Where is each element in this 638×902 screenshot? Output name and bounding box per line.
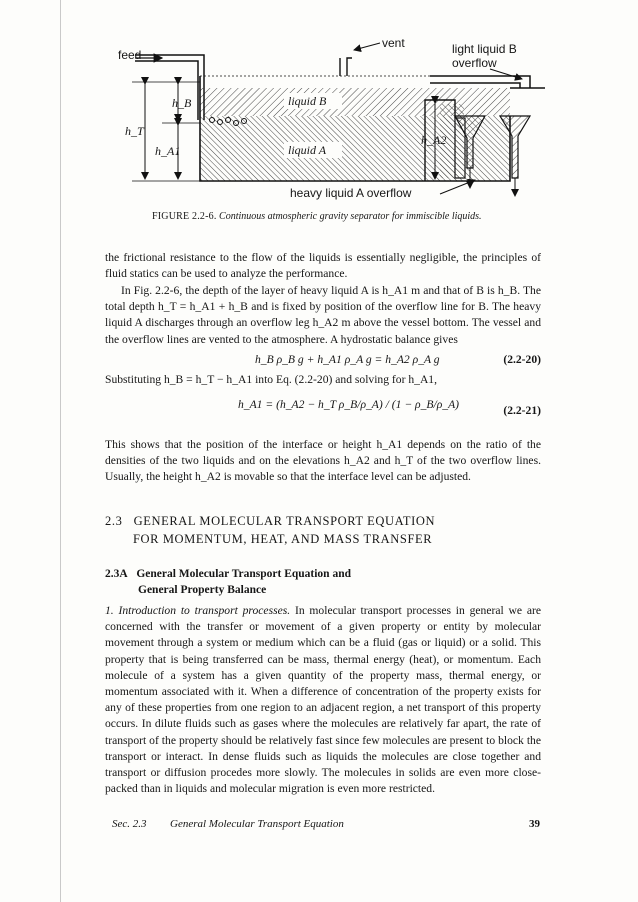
page-binding-edge	[60, 0, 61, 902]
subsection-number: 2.3A	[105, 568, 128, 580]
light-overflow-channel	[430, 76, 530, 88]
footer-title: General Molecular Transport Equation	[170, 818, 344, 830]
subsection-heading	[105, 566, 351, 598]
page-number: 39	[529, 818, 540, 830]
paragraph-1: the frictional resistance to the flow of the liquids is essentially negligible, the principles of fluid statics can be used to analyze the performance.	[105, 251, 541, 281]
figure-caption-text: Continuous atmospheric gravity separator for immiscible liquids.	[219, 211, 482, 222]
footer-section: Sec. 2.3	[112, 818, 147, 830]
heavy-overflow-label: heavy liquid A overflow	[290, 186, 412, 200]
equation-2-2-21: h_A1 = (h_A2 − h_T ρ_B/ρ_A) / (1 − ρ_B/ρ_A)	[238, 398, 460, 411]
vent-label: vent	[382, 36, 405, 50]
liquid-a-label: liquid A	[288, 143, 327, 157]
liquid-b-label: liquid B	[288, 94, 327, 108]
ha1-label: h_A1	[155, 144, 181, 158]
paragraph-2: In Fig. 2.2-6, the depth of the layer of heavy liquid A is h_A1 m and that of B is h_B. The total depth h_T = h_A1 + h_B and is fixed by position of the overflow line for B. The heavy liquid A discharges through an overflow leg h_A2 m above the vessel bottom. The vessel and the overflow lines are vented to the atmosphere. A hydrostatic balance gives	[105, 284, 541, 346]
figure-number: FIGURE 2.2-6.	[152, 211, 217, 222]
section-title-line-1: GENERAL MOLECULAR TRANSPORT EQUATION	[133, 514, 436, 528]
section-title-line-2: FOR MOMENTUM, HEAT, AND MASS TRANSFER	[133, 532, 433, 546]
figure-caption	[152, 211, 482, 222]
feed-label: feed	[118, 48, 142, 62]
between-text: Substituting h_B = h_T − h_A1 into Eq. (2.2-20) and solving for h_A1,	[105, 373, 438, 386]
paragraph-4-lead: 1. Introduction to transport processes.	[105, 604, 291, 617]
paragraph-3: This shows that the position of the interface or height h_A1 depends on the ratio of the densities of the two liquids and on the elevations h_A2 and h_T of the two overflow lines. Usually, the height h_A2 is movable so that the interface level can be adjusted.	[105, 438, 541, 484]
separator-figure	[100, 28, 560, 203]
light-overflow-label-2: overflow	[452, 56, 497, 70]
equation-number-2-2-20: (2.2-20)	[503, 353, 541, 366]
subsection-title-line-2: General Property Balance	[138, 584, 267, 596]
equation-2-2-20: h_B ρ_B g + h_A1 ρ_A g = h_A2 ρ_A g	[255, 353, 440, 366]
light-overflow-label-1: light liquid B	[452, 42, 517, 56]
subsection-title-line-1: General Molecular Transport Equation and	[136, 568, 351, 580]
section-number: 2.3	[105, 514, 123, 528]
section-heading	[105, 512, 435, 548]
paragraph-4	[105, 603, 541, 797]
ht-label: h_T	[125, 124, 144, 138]
ha2-label: h_A2	[421, 133, 447, 147]
equation-number-2-2-21: (2.2-21)	[503, 404, 541, 417]
paragraph-4-text: In molecular transport processes in general we are concerned with the transfer or movement of a given property or entity by molecular movement through a system or medium which can be a fluid (gas or liquid) or a solid. This property that is being transferred can be mass, thermal energy (heat), or momentum. Each molecule of a system has a given quantity of the property mass, thermal energy, or momentum associated with it. When a difference of concentration of the property exists for any of these properties from one region to an adjacent region, a net transport of this property occurs. In dilute fluids such as gases where the molecules are relatively far apart, the rate of transport of the property should be relatively fast since few molecules are present to block the transport or interact. In dense fluids such as liquids the molecules are close together and transport or diffusion procedes more slowly. The molecules in solids are even more close-packed than in liquids and molecular migration is even more restricted.	[105, 604, 541, 796]
hb-label: h_B	[172, 96, 192, 110]
